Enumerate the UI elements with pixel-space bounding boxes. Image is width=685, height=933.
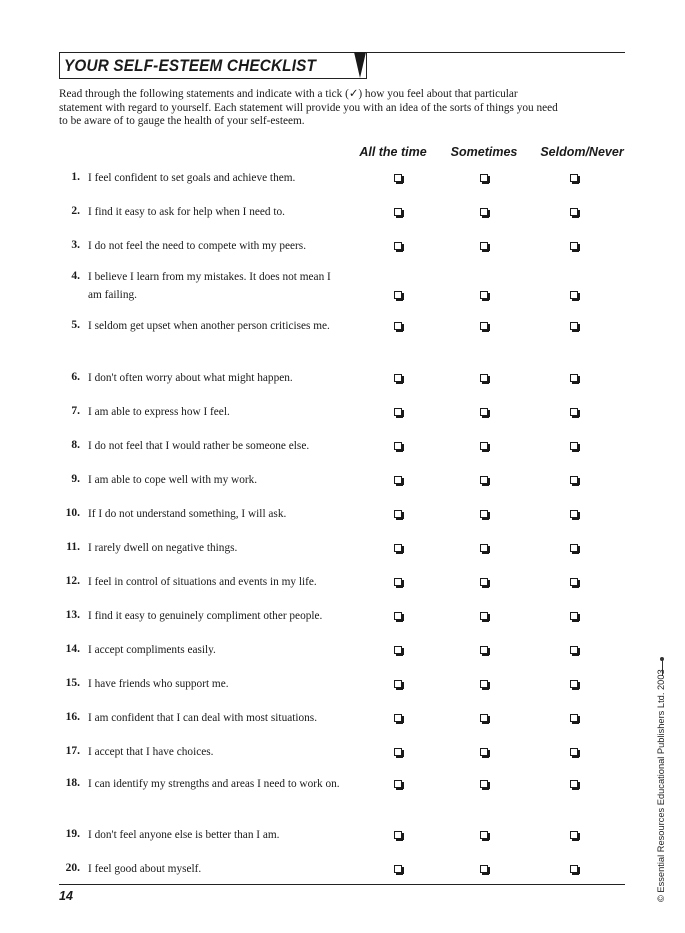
checkbox-seldom-never[interactable] (570, 442, 578, 450)
item-statement: I feel confident to set goals and achieve them. (88, 172, 296, 184)
intro-text: Read through the following statements and indicate with a tick (✓) how you feel about that particular statement with regard to yourself. Each statement will provide you with an idea of the sorts of things you need to be aware of to gauge the health of your self-esteem. (59, 88, 558, 127)
item-number: 8. (71, 439, 80, 451)
item-statement: If I do not understand something, I will ask. (88, 508, 287, 520)
checkbox-all-the-time[interactable] (394, 242, 402, 250)
copyright-notice: © Essential Resources Educational Publishers Ltd. 2003 (656, 669, 666, 902)
column-header-seldom-never: Seldom/Never (540, 145, 624, 159)
checkbox-sometimes[interactable] (480, 544, 488, 552)
checkbox-seldom-never[interactable] (570, 646, 578, 654)
checkbox-seldom-never[interactable] (570, 242, 578, 250)
checkbox-seldom-never[interactable] (570, 714, 578, 722)
checkbox-all-the-time[interactable] (394, 510, 402, 518)
checkbox-all-the-time[interactable] (394, 578, 402, 586)
checkbox-all-the-time[interactable] (394, 291, 402, 299)
checkbox-sometimes[interactable] (480, 408, 488, 416)
checkbox-sometimes[interactable] (480, 780, 488, 788)
item-number: 14. (65, 643, 80, 655)
checkbox-seldom-never[interactable] (570, 291, 578, 299)
checkbox-all-the-time[interactable] (394, 865, 402, 873)
column-header-all-the-time: All the time (359, 145, 427, 159)
checkbox-sometimes[interactable] (480, 374, 488, 382)
item-statement: I rarely dwell on negative things. (88, 542, 238, 554)
checkbox-sometimes[interactable] (480, 714, 488, 722)
checkbox-all-the-time[interactable] (394, 714, 402, 722)
checkbox-seldom-never[interactable] (570, 174, 578, 182)
item-statement: I accept compliments easily. (88, 644, 216, 656)
item-number: 4. (71, 270, 80, 282)
item-number: 10. (65, 507, 80, 519)
checkbox-sometimes[interactable] (480, 291, 488, 299)
item-number: 6. (71, 371, 80, 383)
checkbox-seldom-never[interactable] (570, 322, 578, 330)
checkbox-sometimes[interactable] (480, 748, 488, 756)
checkbox-sometimes[interactable] (480, 680, 488, 688)
title-tab-decoration (354, 52, 366, 78)
checkbox-all-the-time[interactable] (394, 374, 402, 382)
checkbox-all-the-time[interactable] (394, 208, 402, 216)
checkbox-sometimes[interactable] (480, 646, 488, 654)
checkbox-seldom-never[interactable] (570, 476, 578, 484)
checkbox-seldom-never[interactable] (570, 680, 578, 688)
item-number: 7. (71, 405, 80, 417)
item-number: 20. (65, 862, 80, 874)
checkbox-all-the-time[interactable] (394, 174, 402, 182)
item-statement: I feel in control of situations and events in my life. (88, 576, 317, 588)
item-statement: I don't feel anyone else is better than I am. (88, 829, 280, 841)
item-statement: I have friends who support me. (88, 678, 229, 690)
checkbox-sometimes[interactable] (480, 612, 488, 620)
checkbox-sometimes[interactable] (480, 174, 488, 182)
item-statement: I find it easy to genuinely compliment other people. (88, 610, 323, 622)
checkbox-seldom-never[interactable] (570, 510, 578, 518)
item-number: 16. (65, 711, 80, 723)
checkbox-seldom-never[interactable] (570, 408, 578, 416)
checkbox-all-the-time[interactable] (394, 831, 402, 839)
checkbox-all-the-time[interactable] (394, 748, 402, 756)
page-title: YOUR SELF-ESTEEM CHECKLIST (64, 55, 317, 75)
checkbox-sometimes[interactable] (480, 476, 488, 484)
checkbox-seldom-never[interactable] (570, 544, 578, 552)
item-statement: I find it easy to ask for help when I need to. (88, 206, 286, 218)
column-header-sometimes: Sometimes (450, 145, 518, 159)
checkbox-all-the-time[interactable] (394, 680, 402, 688)
item-number: 15. (65, 677, 80, 689)
checkbox-sometimes[interactable] (480, 322, 488, 330)
item-number: 13. (65, 609, 80, 621)
item-number: 17. (65, 745, 80, 757)
checkbox-seldom-never[interactable] (570, 612, 578, 620)
checkbox-sometimes[interactable] (480, 242, 488, 250)
item-number: 9. (71, 473, 80, 485)
item-statement: I seldom get upset when another person criticises me. (88, 320, 330, 332)
item-statement: I don't often worry about what might happen. (88, 372, 293, 384)
checkbox-all-the-time[interactable] (394, 646, 402, 654)
checkbox-sometimes[interactable] (480, 865, 488, 873)
checkbox-seldom-never[interactable] (570, 748, 578, 756)
checkbox-sometimes[interactable] (480, 442, 488, 450)
item-statement: I believe I learn from my mistakes. It does not mean I am failing. (88, 271, 331, 301)
checkbox-all-the-time[interactable] (394, 476, 402, 484)
item-statement: I am able to express how I feel. (88, 406, 230, 418)
item-statement: I can identify my strengths and areas I need to work on. (88, 778, 340, 790)
item-statement: I accept that I have choices. (88, 746, 214, 758)
item-number: 5. (71, 319, 80, 331)
checkbox-seldom-never[interactable] (570, 831, 578, 839)
item-number: 1. (71, 171, 80, 183)
item-number: 19. (65, 828, 80, 840)
checkbox-sometimes[interactable] (480, 831, 488, 839)
item-number: 12. (65, 575, 80, 587)
checkbox-all-the-time[interactable] (394, 322, 402, 330)
checkbox-all-the-time[interactable] (394, 612, 402, 620)
item-number: 18. (65, 777, 80, 789)
checkbox-sometimes[interactable] (480, 510, 488, 518)
item-statement: I am able to cope well with my work. (88, 474, 258, 486)
item-number: 3. (71, 239, 80, 251)
checkbox-all-the-time[interactable] (394, 442, 402, 450)
item-statement: I do not feel the need to compete with my peers. (88, 240, 307, 252)
item-number: 11. (66, 541, 80, 553)
bottom-rule (59, 884, 625, 885)
item-statement: I do not feel that I would rather be someone else. (88, 440, 310, 452)
page-number: 14 (59, 889, 73, 903)
checkbox-all-the-time[interactable] (394, 780, 402, 788)
checkbox-seldom-never[interactable] (570, 374, 578, 382)
checkbox-seldom-never[interactable] (570, 780, 578, 788)
item-number: 2. (71, 205, 80, 217)
checkbox-all-the-time[interactable] (394, 408, 402, 416)
checkbox-all-the-time[interactable] (394, 544, 402, 552)
checkbox-sometimes[interactable] (480, 208, 488, 216)
checkbox-seldom-never[interactable] (570, 865, 578, 873)
item-statement: I am confident that I can deal with most situations. (88, 712, 318, 724)
checkbox-seldom-never[interactable] (570, 208, 578, 216)
item-statement: I feel good about myself. (88, 863, 202, 875)
title-box (59, 52, 367, 79)
checkbox-sometimes[interactable] (480, 578, 488, 586)
checkbox-seldom-never[interactable] (570, 578, 578, 586)
